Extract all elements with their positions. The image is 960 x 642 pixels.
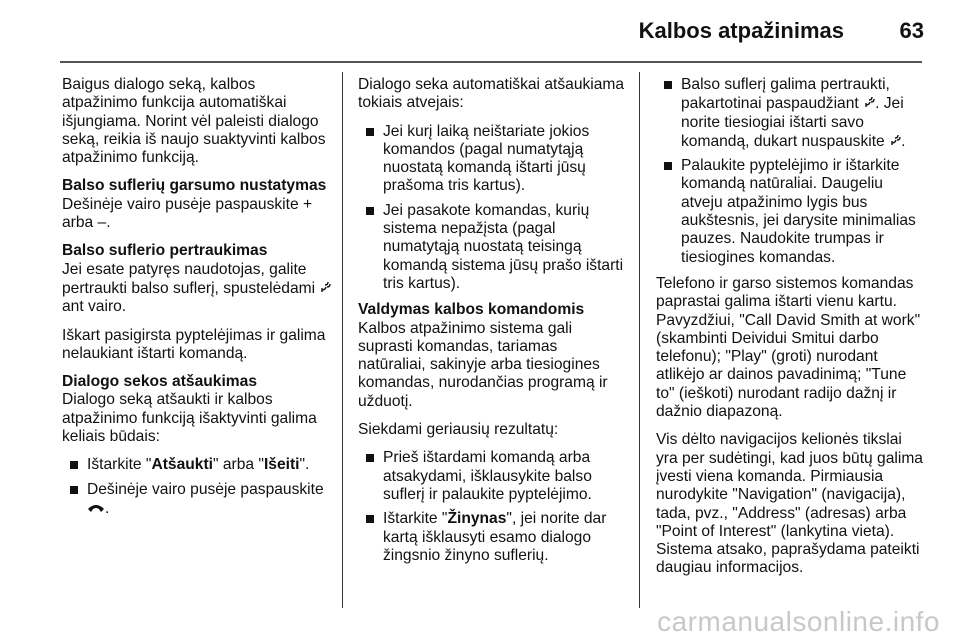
- voice-button-icon: [319, 279, 331, 297]
- heading-control: Valdymas kalbos komandomis: [358, 301, 585, 319]
- command-help: Žinynas: [447, 510, 507, 528]
- best-results-paragraph: Siekdami geriausių rezultatų:: [358, 421, 559, 439]
- auto-cancel-paragraph: Dialogo seka automatiškai atšaukiama tokiais atvejais:: [358, 76, 625, 112]
- heading-volume: Balso suflerių garsumo nustatymas: [62, 177, 327, 195]
- cancel-paragraph: Dialogo seką atšaukti ir kalbos atpažinimo funkciją išaktyvinti galima keliais būdais:: [62, 391, 317, 446]
- header-rule: [60, 61, 922, 63]
- watermark: carmanualsonline.info: [657, 606, 940, 637]
- beep-paragraph: Iškart pasigirsta pyptelėjimas ir galima nelaukiant ištarti komandą.: [62, 326, 326, 362]
- hang-up-icon: [87, 499, 105, 517]
- page-header: [0, 0, 960, 62]
- commands-paragraph: Telefono ir garso sistemos komandas paprastai galima ištarti vienu kartu. Pavyzdžiui, "Call David Smith at work" (skambinti Deividui Smitui darbo telefonu); "Play" (groti) nurodant atlikėjo ar dainos pavadinimą; "Tune to" (ieškoti) nurodant radijo dažnį ir dažnio diapazoną.: [656, 274, 921, 421]
- navigation-paragraph: Vis dėlto navigacijos kelionės tikslai yra per sudėtingi, kad juos būtų galima įvesti viena komanda. Pirmiausia nurodykite "Navigation" (navigacija), tada, pvz., "Address" (adresas) arba "Point of Interest" (lankytina vieta). Sistema atsako, paprašydama pateikti daugiau informacijos.: [656, 431, 923, 577]
- auto-cancel-list: [358, 123, 628, 294]
- tips-list: [358, 449, 628, 565]
- list-item: Ištarkite "Atšaukti" arba "Išeiti".: [70, 456, 334, 474]
- column-3: [656, 76, 926, 588]
- column-divider-1: [342, 72, 343, 608]
- page-title: Kalbos atpažinimas: [638, 18, 844, 43]
- list-item: Prieš ištardami komandą arba atsakydami, išklausykite balso suflerį ir palaukite pyptelėjimo.: [366, 449, 628, 504]
- list-item: Jei pasakote komandas, kurių sistema nepažįsta (pagal numatytąją nuostatą teisingą komandą sistema jūsų prašo ištarti tris kartus).: [366, 202, 628, 293]
- column-1: [62, 76, 334, 526]
- column-divider-2: [639, 72, 640, 608]
- control-paragraph: Kalbos atpažinimo sistema gali suprasti komandas, tariamas natūraliai, sakinyje arba tiesiogines komandas, nurodančias programą ir užduotį.: [358, 319, 608, 410]
- list-item: Jei kurį laiką neištariate jokios komandos (pagal numatytąją nuostatą komandą ištarti jūsų prašoma tris kartus).: [366, 123, 628, 196]
- interrupt-paragraph: [62, 261, 334, 317]
- list-item: Ištarkite "Žinynas", jei norite dar kartą išklausyti esamo dialogo žingsnio žinyno suflerių.: [366, 510, 628, 565]
- tips-list-continued: [656, 76, 926, 267]
- interrupt-text-b: ant vairo.: [62, 298, 127, 316]
- column-2: [358, 76, 628, 573]
- interrupt-text-a: Jei esate patyręs naudotojas, galite pertraukti balso suflerį, spustelėdami: [62, 260, 316, 297]
- page-number: 63: [899, 18, 924, 43]
- cancel-list: [62, 456, 334, 518]
- voice-button-icon: [863, 94, 875, 112]
- list-item: Dešinėje vairo pusėje paspauskite .: [70, 481, 334, 519]
- intro-paragraph: Baigus dialogo seką, kalbos atpažinimo funkcija automatiškai išjungiama. Norint vėl paleisti dialogo seką, reikia iš naujo suaktyvinti kalbos atpažinimo funkciją.: [62, 76, 326, 167]
- heading-cancel: Dialogo sekos atšaukimas: [62, 373, 258, 391]
- list-item: Balso suflerį galima pertraukti, pakartotinai paspaudžiant . Jei norite tiesiogiai ištarti savo komandą, dukart nuspauskite .: [664, 76, 926, 151]
- heading-interrupt: Balso suflerio pertraukimas: [62, 242, 268, 260]
- list-item: Palaukite pyptelėjimo ir ištarkite komandą natūraliai. Daugeliu atveju atpažinimo lygis bus aukštesnis, jei darysite minimalias pauzes. Naudokite trumpas ir tiesiogines komandas.: [664, 157, 926, 267]
- command-exit: Išeiti: [263, 456, 300, 474]
- command-cancel: Atšaukti: [151, 456, 213, 474]
- volume-paragraph: Dešinėje vairo pusėje paspauskite + arba –.: [62, 195, 313, 232]
- voice-button-icon: [889, 132, 901, 150]
